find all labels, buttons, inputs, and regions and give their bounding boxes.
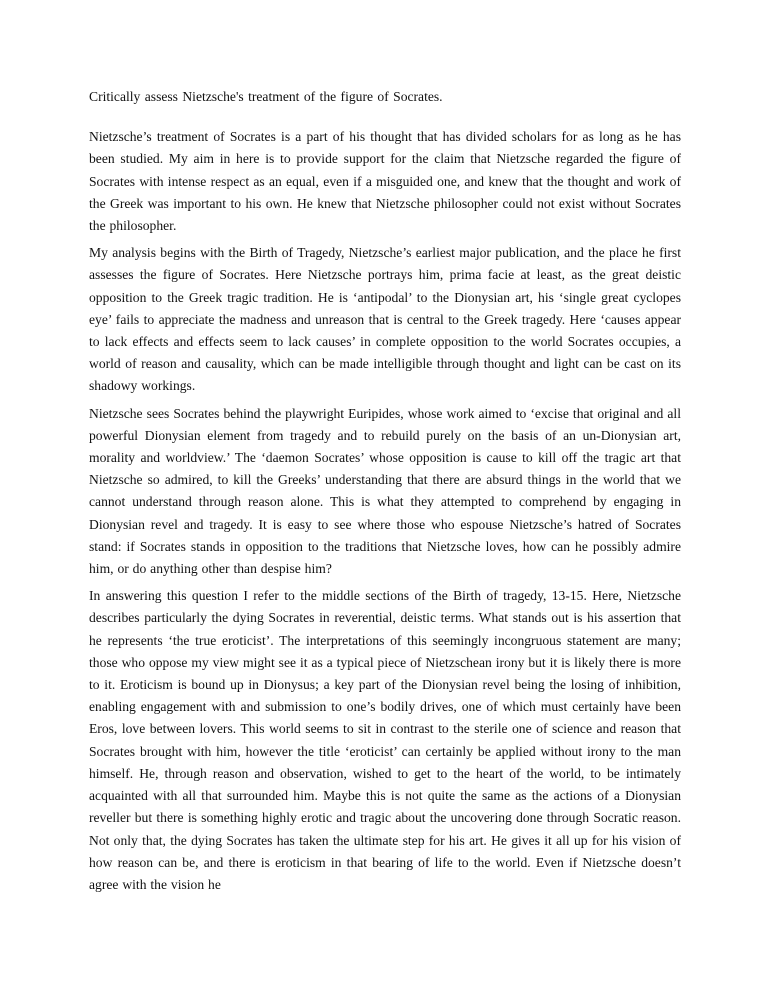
paragraph-1: Nietzsche’s treatment of Socrates is a part of his thought that has divided scholars for as long as he has been studied. My aim in here is to provide support for the claim that Nietzsche regarded the figure of Socrates with intense respect as an equal, even if a misguided one, and knew that the thought and work of the Greek was important to his own. He knew that Nietzsche philosopher could not exist without Socrates the philosopher. <box>89 129 681 234</box>
paragraph-4: In answering this question I refer to the middle sections of the Birth of tragedy, 13-15. Here, Nietzsche describes particularly the dying Socrates in reverential, deistic terms. What stands out is his assertion that he represents ‘the true eroticist’. The interpretations of this seemingly incongruous statement are many; those who oppose my view might see it as a typical piece of Nietzschean irony but it is likely there is more to it. Eroticism is bound up in Dionysus; a key part of the Dionysian revel being the losing of inhibition, enabling engagement with and submission to one’s bodily drives, one of which must certainly have been Eros, love between lovers. This world seems to sit in contrast to the sterile one of science and reason that Socrates brought with him, however the title ‘eroticist’ can certainly be applied without irony to the man himself. He, through reason and observation, wished to get to the heart of the world, to be intimately acquainted with all that surrounded him. Maybe this is not quite the same as the actions of a Dionysian reveller but there is something highly erotic and tragic about the uncovering done through Socratic reason. Not only that, the dying Socrates has taken the ultimate step for his art. He gives it all up for his vision of how reason can be, and there is eroticism in that bearing of life to the world. Even if Nietzsche doesn’t agree with the vision he <box>89 588 681 892</box>
essay-title: Critically assess Nietzsche's treatment of the figure of Socrates. <box>89 89 443 104</box>
paragraph-3: Nietzsche sees Socrates behind the playwright Euripides, whose work aimed to ‘excise that original and all powerful Dionysian element from tragedy and to rebuild purely on the basis of an un-Dionysian art, morality and worldview.’ The ‘daemon Socrates’ whose opposition is cause to kill off the tragic art that Nietzsche so admired, to kill the Greeks’ understanding that there are absurd things in the world that we cannot understand through reason alone. This is what they attempted to comprehend by engaging in Dionysian revel and tragedy. It is easy to see where those who espouse Nietzsche’s hatred of Socrates stand: if Socrates stands in opposition to the traditions that Nietzsche loves, how can he possibly admire him, or do anything other than despise him? <box>89 405 681 577</box>
paragraph-2: My analysis begins with the Birth of Tragedy, Nietzsche’s earliest major publication, and the place he first assesses the figure of Socrates. Here Nietzsche portrays him, prima facie at least, as the great deistic opposition to the Greek tragic tradition. He is ‘antipodal’ to the Dionysian art, his ‘single great cyclopes eye’ fails to appreciate the madness and unreason that is central to the Greek tragedy. Here ‘causes appear to lack effects and effects seem to lack causes’ in complete opposition to the world Socrates occupies, a world of reason and causality, which can be made intelligible through thought and light can be cast on its shadowy workings. <box>89 245 681 394</box>
document-body <box>89 86 681 901</box>
